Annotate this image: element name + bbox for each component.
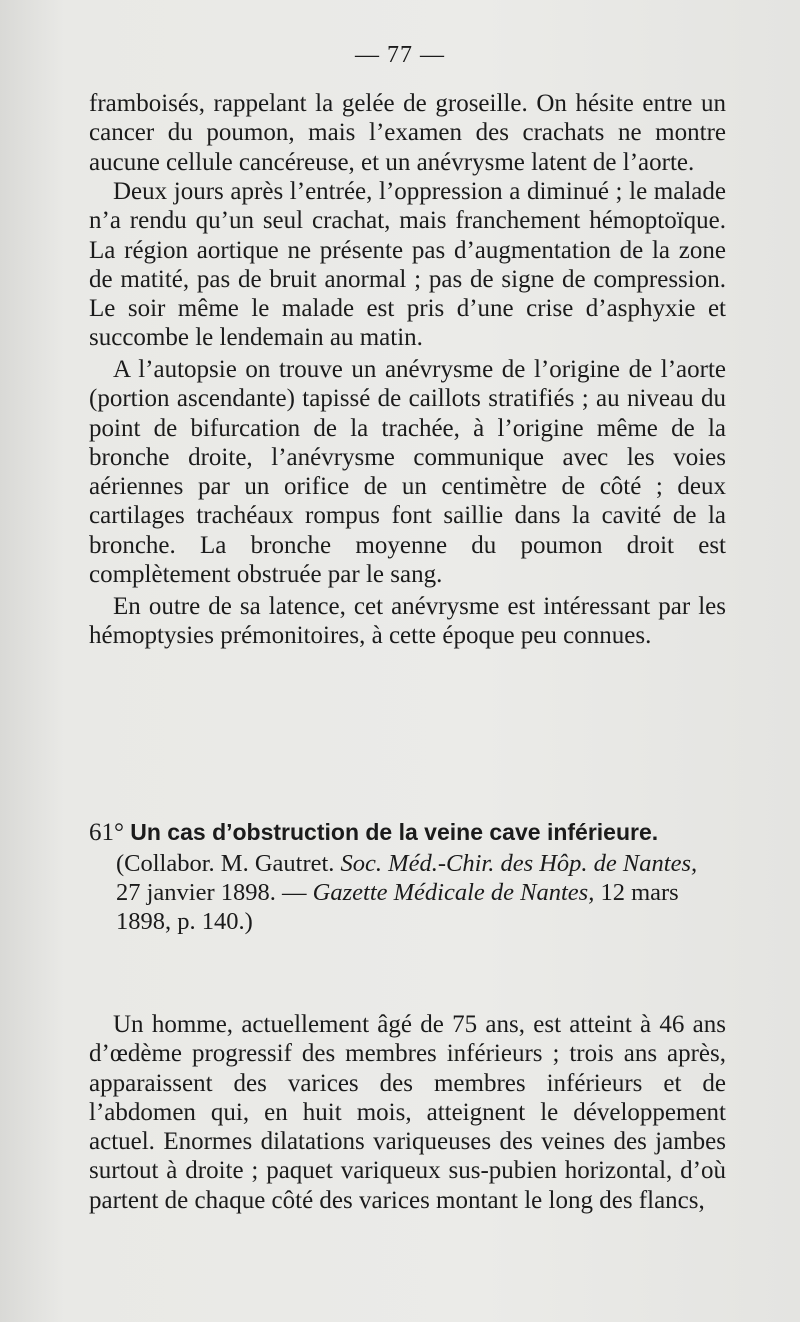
paragraph-autopsy: A l’autopsie on trouve un anévrysme de l’origine de l’aorte (portion ascendante) tapissé de caillots stratifiés ; au niveau du point de bifurcation de la trachée, à l’origine même de la bronche droite, l’anévrysme communique avec les voies aériennes par un orifice de un centimètre de côté ; deux cartilages trachéaux rompus font saillie dans la cavité de la bronche. La bronche moyenne du poumon droit est complètement obstruée par le sang. <box>89 356 726 589</box>
paragraph-clinical-course: Deux jours après l’entrée, l’oppression a diminué ; le malade n’a rendu qu’un seul crachat, mais franchement hémoptoïque. La région aortique ne présente pas d’augmentation de la zone de matité, pas de bruit anormal ; pas de signe de compression. Le soir même le malade est pris d’une crise d’asphyxie et succombe le lendemain au matin. <box>89 178 726 352</box>
section-title: Un cas d’obstruction de la veine cave inférieure. <box>130 819 659 845</box>
reference-date: 27 janvier 1898. — <box>116 879 307 906</box>
section-reference <box>116 849 726 936</box>
page-number: — 77 — <box>355 42 445 68</box>
paragraph-conclusion: En outre de sa latence, cet anévrysme est intéressant par les hémoptysies prémonitoires, à cette époque peu connues. <box>89 593 726 650</box>
section-heading <box>89 818 739 847</box>
paragraph-case-description: Un homme, actuellement âgé de 75 ans, est atteint à 46 ans d’œdème progressif des membres inférieurs ; trois ans après, apparaissent des varices des membres inférieurs et de l’abdomen qui, en huit mois, atteignent le développement actuel. Enormes dilatations variqueuses des veines des jambes surtout à droite ; paquet variqueux sus-pubien horizontal, d’où partent de chaque côté des varices montant le long des flancs, <box>89 1011 726 1214</box>
reference-journal-gazette: Gazette Médicale de Nantes, <box>312 879 595 906</box>
section-number: 61° <box>89 819 124 846</box>
reference-journal-society: Soc. Méd.-Chir. des Hôp. de Nantes, <box>340 850 698 877</box>
reference-collaborator: (Collabor. M. Gautret. <box>116 850 335 877</box>
paragraph-continuation: framboisés, rappelant la gelée de groseille. On hésite entre un cancer du poumon, mais l’examen des crachats ne montre aucune cellule cancéreuse, et un anévrysme latent de l’aorte. <box>89 90 726 176</box>
reference-date-page: 12 mars 1898, p. 140.) <box>116 879 679 935</box>
